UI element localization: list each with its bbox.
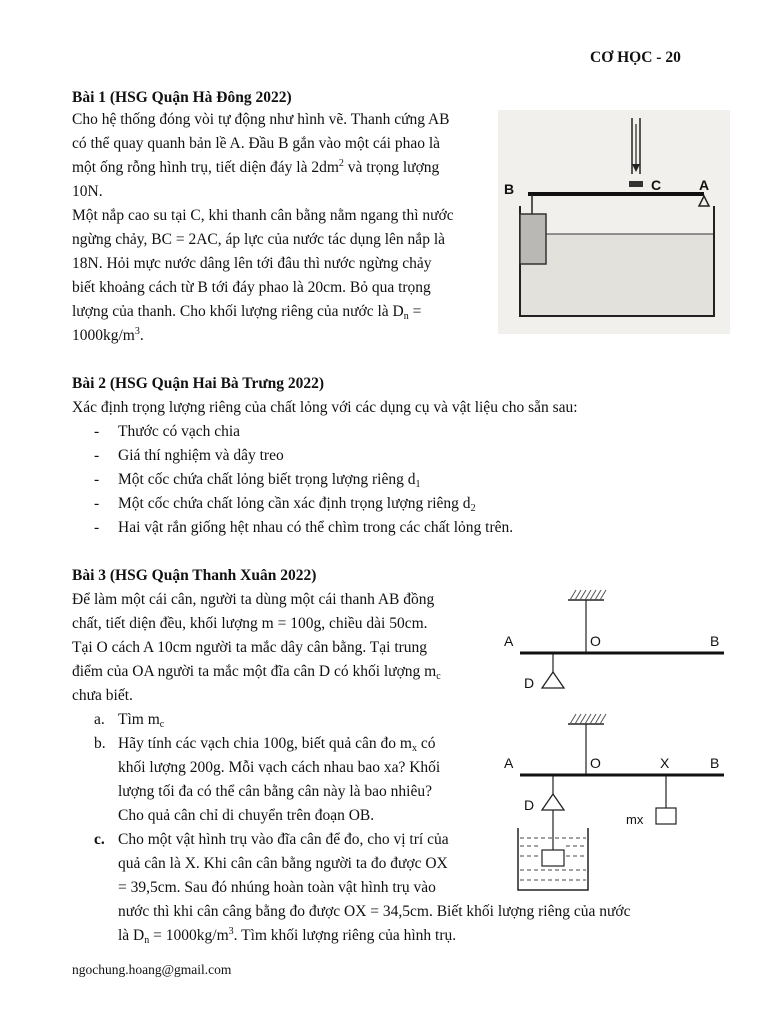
list-item: - Một cốc chứa chất lỏng biết trọng lượng riêng $d_1$ [94, 471, 421, 490]
problem-2-heading: Bài 2 (HSG Quận Hai Bà Trưng 2022) [72, 375, 325, 392]
problem-2-intro: Xác định trọng lượng riêng của chất lỏng với các dụng cụ và vật liệu cho sẵn sau: [72, 399, 578, 416]
problem-1-line: $1000kg/m^3$. [72, 326, 144, 344]
cylinder-object [542, 850, 564, 866]
question-c-line: nước thì khi cân câng bằng đo được OX = 34,5cm. Biết khối lượng riêng của nước [118, 903, 631, 920]
problem-1-line: một ống rỗng hình trụ, tiết diện đáy là $2dm^2$ và trọng lượng [72, 158, 440, 176]
label-o: O [590, 755, 601, 771]
label-a: A [504, 755, 514, 771]
problem-1-line: 10N. [72, 183, 103, 200]
problem-1-line: biết khoảng cách từ B tới đáy phao là 20cm. Bỏ qua trọng [72, 279, 431, 296]
problem-1-line: ngừng chảy, BC = 2AC, áp lực của nước tác dụng lên nắp là [72, 231, 445, 248]
label-b: B [504, 181, 515, 197]
label-a: A [699, 177, 710, 193]
problem-3-line: điểm của OA người ta mắc một đĩa cân D có khối lượng $m_c$ [72, 663, 441, 682]
float-cylinder [520, 214, 546, 264]
label-d: D [524, 675, 535, 691]
label-b: B [710, 633, 720, 649]
balance-diagram-2 [504, 714, 724, 890]
label-a: A [504, 633, 514, 649]
balance-figure [500, 584, 736, 902]
question-c-line: quả cân là X. Khi cân cân bằng người ta đo được OX [118, 855, 448, 872]
question-a: a. Tìm $m_c$ [94, 711, 165, 730]
label-mx: mx [626, 812, 644, 827]
footer-email: ngochung.hoang@gmail.com [72, 962, 232, 977]
question-b-line: lượng tối đa có thể cân bằng cân này là bao nhiêu? [118, 783, 432, 800]
question-c: c. Cho một vật hình trụ vào đĩa cân để đo, cho vị trí của [94, 831, 449, 848]
problem-1-line: Cho hệ thống đóng vòi tự động như hình vẽ. Thanh cứng AB [72, 111, 450, 128]
label-o: O [590, 633, 601, 649]
problem-3-heading: Bài 3 (HSG Quận Thanh Xuân 2022) [72, 567, 317, 584]
list-item: - Thước có vạch chia [94, 423, 241, 440]
counterweight-mx [656, 808, 676, 824]
list-item: - Giá thí nghiệm và dây treo [94, 447, 284, 464]
problem-1-line: 18N. Hỏi mực nước dâng lên tới đâu thì nước ngừng chảy [72, 255, 432, 272]
list-item: - Hai vật rắn giống hệt nhau có thể chìm trong các chất lỏng trên. [94, 519, 514, 536]
balance-diagram-1 [504, 590, 724, 691]
question-c-line: = 39,5cm. Sau đó nhúng hoàn toàn vật hình trụ vào [118, 879, 436, 896]
question-b-line: khối lượng 200g. Mỗi vạch cách nhau bao xa? Khối [118, 759, 441, 776]
problem-3-line: Tại O cách A 10cm người ta mắc dây cân bằng. Tại trung [72, 639, 428, 656]
page-header: CƠ HỌC - 20 [590, 49, 681, 66]
problem-1-line: lượng của thanh. Cho khối lượng riêng của nước là $D_n$ = [72, 303, 422, 322]
problem-3-line: Để làm một cái cân, người ta dùng một cái thanh AB đồng [72, 591, 435, 608]
problem-3-line: chưa biết. [72, 687, 133, 704]
pan-d [542, 794, 564, 810]
question-b: b. Hãy tính các vạch chia 100g, biết quả cân đo $m_x$ có [94, 735, 436, 754]
question-c-line: là $D_n = 1000kg/m^3$. Tìm khối lượng riêng của hình trụ. [118, 926, 457, 946]
problem-1-heading: Bài 1 (HSG Quận Hà Đông 2022) [72, 89, 292, 106]
pan-d [542, 672, 564, 688]
list-item: - Một cốc chứa chất lỏng cần xác định trọng lượng riêng $d_2$ [94, 495, 476, 514]
label-x: X [660, 755, 670, 771]
problem-1-line: có thể quay quanh bản lề A. Đầu B gắn vào một cái phao là [72, 135, 441, 152]
problem-3-line: chất, tiết diện đều, khối lượng m = 100g, chiều dài 50cm. [72, 615, 428, 632]
problem-1-line: Một nắp cao su tại C, khi thanh cân bằng nằm ngang thì nước [72, 207, 454, 224]
valve-system-figure [498, 110, 730, 334]
rubber-cap [629, 181, 643, 187]
water-region [520, 234, 714, 316]
label-c: C [651, 177, 662, 193]
question-b-line: Cho quả cân chỉ di chuyển trên đoạn OB. [118, 807, 375, 824]
label-b: B [710, 755, 720, 771]
label-d: D [524, 797, 535, 813]
